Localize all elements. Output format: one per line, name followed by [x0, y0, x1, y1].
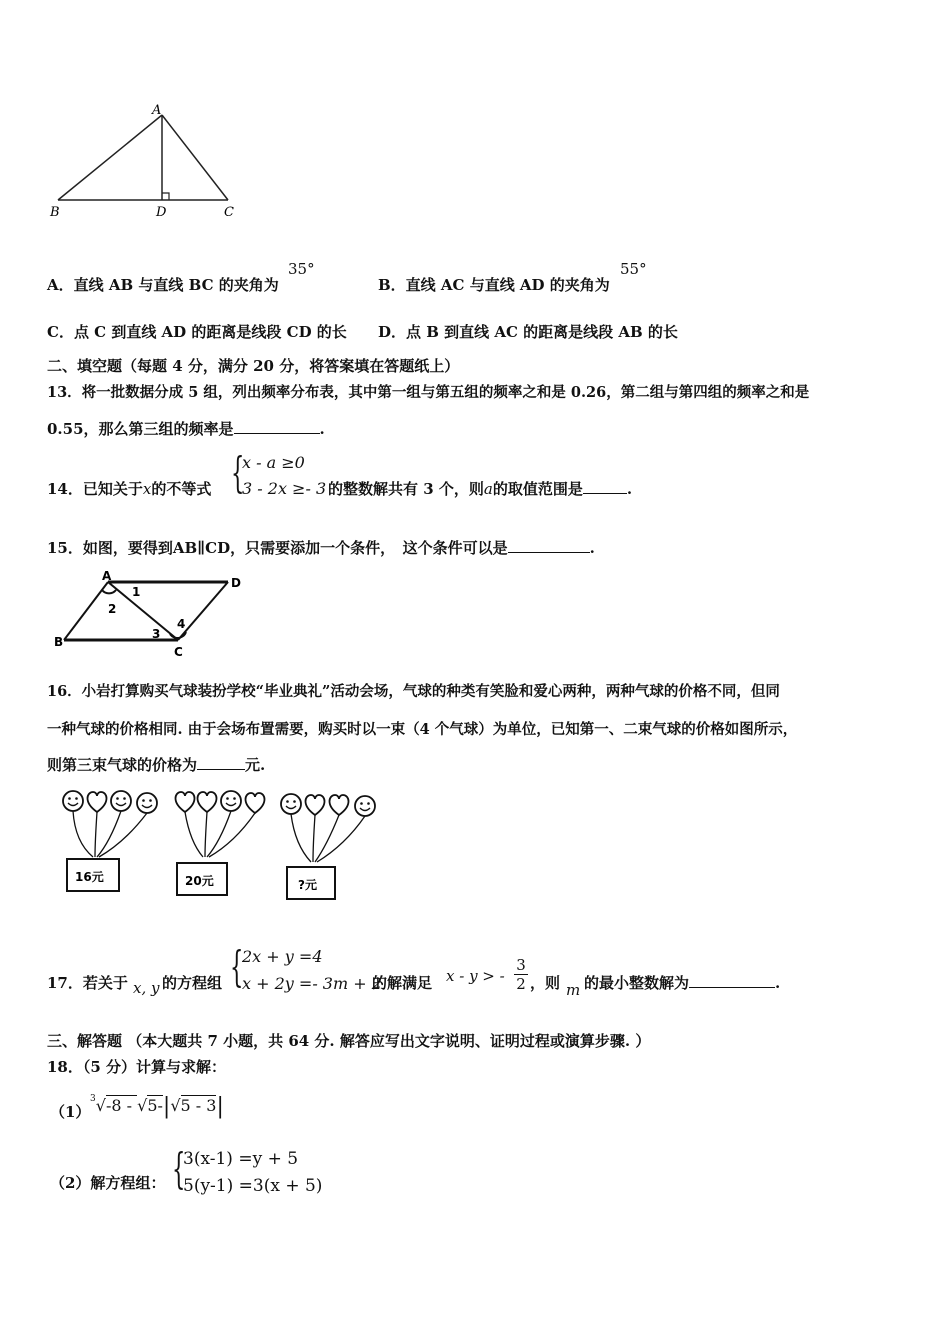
parallelogram-figure: [50, 570, 250, 662]
var-m: m: [566, 981, 581, 999]
radical-icon: √: [170, 1096, 181, 1115]
fraction: [514, 956, 528, 993]
option-d: [378, 321, 678, 342]
q17-post3: 的最小整数解为: [584, 974, 690, 992]
price-2: 20元: [185, 874, 214, 888]
q18-part1-label: （1）: [50, 1103, 91, 1121]
q17-post1: 的解满足: [372, 974, 433, 992]
left-brace: {: [230, 942, 244, 991]
radical-icon: √: [137, 1096, 148, 1115]
q14-ineq-1: x - a ≥0: [242, 453, 305, 472]
q14-line: [47, 478, 211, 499]
q14-end: .: [626, 480, 633, 498]
option-a: [47, 274, 279, 295]
q13-end: .: [319, 420, 325, 438]
option-b: [378, 274, 610, 295]
q15-line: [47, 537, 595, 558]
q17-end: .: [775, 974, 781, 992]
q17-line: [47, 972, 128, 993]
option-b-angle: 55°: [620, 260, 647, 278]
fraction-numerator: 3: [516, 956, 526, 974]
answer-blank: [234, 419, 320, 434]
pg-label-a: A: [102, 569, 112, 583]
var-a: a: [483, 480, 493, 498]
q13-line2: [47, 418, 325, 439]
q18-title: 18．（5 分）计算与求解：: [47, 1058, 227, 1076]
q17-eq-1: 2x + y =4: [242, 947, 323, 966]
q14-post: [328, 478, 632, 499]
q18-eq-2: 5(y-1) =3(x + 5): [183, 1176, 323, 1196]
radical-icon: √: [95, 1096, 106, 1115]
section-2-title: 二、填空题（每题 4 分，满分 20 分，将答案填在答题纸上）: [47, 357, 460, 375]
q15-text: 15．如图，要得到AB∥CD，只需要添加一个条件， 这个条件可以是: [47, 539, 508, 557]
q14-post1: 的整数解共有 3 个，则: [328, 480, 484, 498]
q17-mid: 的方程组: [162, 974, 223, 992]
root-index: 3: [90, 1093, 96, 1104]
label-b: B: [50, 205, 60, 220]
q15-end: .: [589, 539, 595, 557]
q17-cond: x - y > -: [446, 967, 505, 985]
q16-end: 元.: [245, 756, 266, 774]
q17-eq-2: x + 2y =- 3m + 2: [242, 974, 382, 993]
q16-text: 则第三束气球的价格为: [47, 756, 198, 774]
option-b-text: B．直线 AC 与直线 AD 的夹角为: [378, 276, 610, 294]
radicand-1: -8 -: [105, 1096, 138, 1115]
q13-line1: 13．将一批数据分成 5 组，列出频率分布表，其中第一组与第五组的频率之和是 0.26，第二组与第四组的频率之和是: [47, 384, 810, 401]
label-d: D: [156, 205, 167, 220]
radicand-3: 5 - 3: [180, 1096, 217, 1115]
q14-mid: 的不等式: [151, 480, 212, 498]
option-c-text: C．点 C 到直线 AD 的距离是线段 CD 的长: [47, 323, 347, 341]
q17-pre: 17．若关于: [47, 974, 128, 992]
label-c: C: [224, 205, 234, 220]
pg-label-c: C: [174, 645, 183, 659]
pg-label-d: D: [231, 576, 241, 590]
angle-2: 2: [108, 602, 117, 616]
radicand-2: 5-: [147, 1096, 163, 1115]
q14-pre: 14．已知关于: [47, 480, 143, 498]
q17-vars: x, y: [133, 979, 160, 997]
q18-part1-expr: [90, 1094, 224, 1119]
var-x: x: [142, 480, 152, 498]
q16-line3: [47, 754, 265, 775]
answer-blank: [689, 973, 775, 988]
q16-line2: 一种气球的价格相同. 由于会场布置需要，购买时以一束（4 个气球）为单位，已知第一、二束气球的价格如图所示，: [47, 721, 798, 738]
answer-blank: [197, 755, 245, 770]
option-a-text: A．直线 AB 与直线 BC 的夹角为: [47, 276, 279, 294]
pg-label-b: B: [54, 635, 64, 649]
answer-blank: [508, 538, 590, 553]
fraction-denominator: 2: [516, 975, 526, 993]
angle-1: 1: [132, 585, 141, 599]
left-brace: {: [172, 1144, 186, 1193]
q14-ineq-2: 3 - 2x ≥- 3: [242, 479, 327, 498]
section-3-title: 三、解答题 （本大题共 7 小题，共 64 分. 解答应写出文字说明、证明过程或演算步骤. ）: [47, 1032, 651, 1050]
option-a-angle: 35°: [288, 260, 315, 278]
balloon-bunches-figure: [55, 787, 385, 902]
q17-tail: [584, 972, 780, 993]
price-1: 16元: [75, 870, 104, 884]
angle-4: 4: [177, 617, 186, 631]
price-3: ?元: [298, 878, 317, 892]
answer-blank: [583, 479, 627, 494]
q18-part2-label: （2）解方程组：: [50, 1174, 166, 1192]
q17-post2: ，则: [530, 974, 561, 992]
left-brace: {: [231, 448, 245, 497]
q16-line1: 16．小岩打算购买气球装扮学校“毕业典礼”活动会场，气球的种类有笑脸和爱心两种，两种气球的价格不同，但同: [47, 683, 780, 700]
q13-text: 0.55，那么第三组的频率是: [47, 420, 234, 438]
label-a: A: [152, 103, 162, 118]
angle-3: 3: [152, 627, 161, 641]
abs-bar: |: [162, 1094, 171, 1119]
q14-post2: 的取值范围是: [492, 480, 583, 498]
abs-bar: |: [216, 1094, 224, 1119]
triangle-figure: [40, 100, 260, 225]
q18-eq-1: 3(x-1) =y + 5: [183, 1149, 299, 1169]
option-d-text: D．点 B 到直线 AC 的距离是线段 AB 的长: [378, 323, 678, 341]
option-c: [47, 321, 347, 342]
